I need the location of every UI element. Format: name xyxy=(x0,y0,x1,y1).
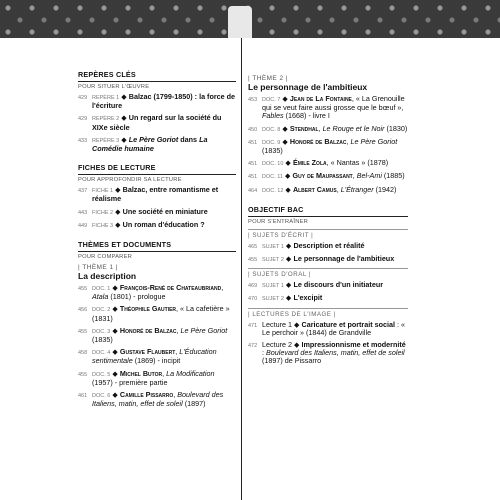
item-label: DOC. 3 xyxy=(92,328,111,335)
item-tail: (1942) xyxy=(373,184,397,194)
item-work: Boulevard des Italiens, matin, effet de soleil xyxy=(92,390,224,409)
page-number: 472 xyxy=(248,343,258,350)
item-tail: (1885) xyxy=(381,171,405,181)
page-number: 429 xyxy=(78,116,88,123)
page-number: 456 xyxy=(78,307,88,314)
toc-item[interactable]: 461 DOC. 6 ◆ Camille Pissarro, Boulevard des Italiens, matin, effet de soleil (1897) xyxy=(78,390,224,409)
item-author: Émile Zola xyxy=(292,158,327,168)
item-label: DOC. 9 xyxy=(262,139,281,146)
section-title-reperes: REPÈRES CLÉS xyxy=(78,70,236,82)
item-author: François-René de Chateaubriand xyxy=(119,283,222,293)
item-tail: (1801) - prologue xyxy=(108,292,166,302)
item-author: Gustave Flaubert xyxy=(119,347,176,357)
item-author: Albert Camus xyxy=(292,184,337,194)
page-number: 437 xyxy=(78,188,88,195)
header-banner xyxy=(0,0,500,38)
item-rest: , xyxy=(176,325,181,335)
item-author: Honoré de Balzac xyxy=(289,136,347,146)
section-sub-reperes: POUR SITUER L'ŒUVRE xyxy=(78,84,150,90)
item-work: Fables xyxy=(262,111,284,121)
item-rest: , xyxy=(173,390,178,400)
item-label: SUJET 1 xyxy=(262,283,284,290)
toc-item[interactable]: 437 FICHE 1 ◆ Balzac, entre romantisme et réalisme xyxy=(78,185,219,204)
page-number: 455 xyxy=(78,328,88,335)
item-title: Un regard sur la société du XIXe siècle xyxy=(92,113,222,132)
item-rest: , xyxy=(352,171,357,181)
toc-item[interactable]: 455 DOC. 1 ◆ François-René de Chateaubriand, Atala (1801) - prologue xyxy=(78,283,224,302)
item-label: DOC. 8 xyxy=(262,126,281,133)
item-rest: , xyxy=(162,368,167,378)
page-number: 451 xyxy=(248,174,258,181)
section-sub-bac: POUR S'ENTRAÎNER xyxy=(248,218,309,225)
item-title: Caricature et portrait social xyxy=(301,319,395,329)
item-author: Michel Butor xyxy=(119,368,163,378)
subhead-oral: | SUJETS D'ORAL | xyxy=(248,268,408,278)
item-label: DOC. 11 xyxy=(262,174,283,181)
book-emblem-icon xyxy=(228,6,252,38)
toc-item[interactable]: 449 FICHE 3 ◆ Un roman d'éducation ? xyxy=(78,219,205,229)
toc-item[interactable]: 443 FICHE 2 ◆ Une société en miniature xyxy=(78,206,208,216)
item-rest: : xyxy=(262,348,266,358)
item-author: Honoré de Balzac xyxy=(119,325,177,335)
section-title-themes: THÈMES ET DOCUMENTS xyxy=(78,240,236,252)
toc-item[interactable]: 453 DOC. 7 ◆ Jean de La Fontaine, « La Grenouille qui se veut faire aussi grosse que le bœuf », Fables (1668) - livre I xyxy=(248,94,405,121)
item-tail: (1835) xyxy=(92,335,113,345)
item-tail: (1668) - livre I xyxy=(283,111,330,121)
page-number: 443 xyxy=(78,209,88,216)
subhead-ecrit: | SUJETS D'ÉCRIT | xyxy=(248,229,408,239)
right-column xyxy=(248,75,408,370)
item-title: Un roman d'éducation ? xyxy=(122,219,205,229)
column-divider xyxy=(241,38,242,500)
toc-item[interactable]: 450 DOC. 8 ◆ Stendhal, Le Rouge et le Noir (1830) xyxy=(248,123,408,133)
item-title-join: dans xyxy=(178,134,200,144)
toc-item[interactable]: 455 DOC. 3 ◆ Honoré de Balzac, Le Père Goriot (1835) xyxy=(78,325,228,345)
item-title: Le discours d'un initiateur xyxy=(293,280,384,290)
item-rest: , xyxy=(346,136,351,146)
theme-name: La description xyxy=(78,271,137,282)
item-tail: (1897) de Pissarro xyxy=(262,356,322,366)
page-number: 455 xyxy=(78,286,88,293)
item-label: REPÈRE 1 xyxy=(92,95,120,101)
item-author: Camille Pissarro xyxy=(119,390,174,400)
page-number: 433 xyxy=(78,137,88,144)
item-label: DOC. 1 xyxy=(92,286,111,293)
item-label: Lecture 2 xyxy=(262,340,292,350)
item-work: Le Père Goriot xyxy=(350,136,398,146)
item-title: Impressionnisme et modernité xyxy=(301,340,406,350)
item-label: DOC. 2 xyxy=(92,307,111,314)
item-work: Le Père Goriot xyxy=(180,325,228,335)
theme-name: Le personnage de l'ambitieux xyxy=(248,82,368,92)
item-label: DOC. 5 xyxy=(92,371,111,378)
item-tail: (1830) xyxy=(384,123,408,133)
item-author: Guy de Maupassant xyxy=(292,171,353,181)
toc-item[interactable]: 451 DOC. 9 ◆ Honoré de Balzac, Le Père Goriot (1835) xyxy=(248,136,398,156)
item-author: Théophile Gautier xyxy=(119,304,177,314)
item-label: REPÈRE 3 xyxy=(92,137,120,144)
item-rest: , « Nantas » (1878) xyxy=(326,158,389,168)
item-label: SUJET 1 xyxy=(262,243,284,250)
page-number: 465 xyxy=(248,243,258,250)
item-title: Description et réalité xyxy=(293,240,365,250)
toc-item[interactable]: 429 REPÈRE 1 ◆ Balzac (1799-1850) : la force de l'écriture xyxy=(78,92,236,111)
item-work: L'Éducation sentimentale xyxy=(92,347,217,366)
page-number: 461 xyxy=(78,393,88,400)
item-tail: (1869) - incipit xyxy=(132,356,181,366)
item-title: Une société en miniature xyxy=(122,206,208,216)
toc-item[interactable]: 451 DOC. 10 ◆ Émile Zola, « Nantas » (1878) xyxy=(248,158,389,168)
toc-item[interactable]: 464 DOC. 12 ◆ Albert Camus, L'Étranger (1942) xyxy=(248,184,397,194)
item-label: FICHE 3 xyxy=(92,222,114,229)
item-tail: (1835) xyxy=(262,146,283,156)
theme-tag: | THÈME 2 | xyxy=(248,75,288,82)
page-number: 464 xyxy=(248,187,258,194)
item-title: Balzac (1799-1850) : la force de l'écriture xyxy=(92,92,236,111)
page-number: 469 xyxy=(248,283,258,290)
toc-item[interactable]: 458 DOC. 4 ◆ Gustave Flaubert, L'Éducation sentimentale (1869) - incipit xyxy=(78,347,217,366)
item-work: Bel-Ami xyxy=(356,171,382,181)
page-number: 455 xyxy=(248,257,258,264)
subhead-image: | LECTURES DE L'IMAGE | xyxy=(248,308,408,318)
item-work: Boulevard des Italiens, matin, effet de soleil xyxy=(266,348,405,358)
item-rest: , « La cafetière » (1831) xyxy=(92,304,230,323)
toc-item[interactable]: 470 SUJET 2 ◆ L'excipit xyxy=(248,293,323,303)
item-title-work: La Comédie humaine xyxy=(92,134,208,154)
item-work: Atala xyxy=(92,292,109,302)
page-number: 451 xyxy=(248,161,258,168)
item-rest: , xyxy=(221,283,224,293)
section-sub-fiches: POUR APPROFONDIR SA LECTURE xyxy=(78,177,182,184)
toc-item[interactable]: 465 SUJET 1 ◆ Description et réalité xyxy=(248,240,365,250)
toc-item[interactable]: 469 SUJET 1 ◆ Le discours d'un initiateur xyxy=(248,280,384,290)
item-rest: , xyxy=(336,184,341,194)
item-label: Lecture 1 xyxy=(262,319,292,329)
item-label: FICHE 2 xyxy=(92,209,114,216)
item-label: REPÈRE 2 xyxy=(92,116,120,123)
item-label: SUJET 2 xyxy=(262,296,284,303)
item-tail: (1957) - première partie xyxy=(92,377,168,387)
item-title: Le personnage de l'ambitieux xyxy=(293,254,395,264)
item-rest: , xyxy=(175,347,180,357)
item-title: Balzac, entre romantisme et réalisme xyxy=(92,185,219,204)
item-work: La Modification xyxy=(166,368,215,378)
item-rest: , xyxy=(318,123,323,133)
section-title-fiches: FICHES DE LECTURE xyxy=(78,163,236,175)
item-rest: : « Le perchoir » (1844) de Grandville xyxy=(262,319,405,337)
item-work: L'Étranger xyxy=(340,184,374,194)
section-sub-themes: POUR COMPARER xyxy=(78,254,133,261)
item-title: L'excipit xyxy=(293,293,323,303)
toc-item[interactable]: 455 DOC. 5 ◆ Michel Butor, La Modification (1957) - première partie xyxy=(78,368,215,387)
page-number: 455 xyxy=(78,371,88,378)
item-work: Le Rouge et le Noir xyxy=(322,123,385,133)
theme-tag: | THÈME 1 | xyxy=(78,264,118,272)
page-number: 470 xyxy=(248,296,258,303)
toc-item[interactable]: 471 Lecture 1 ◆ Caricature et portrait social : « Le perchoir » (1844) de Grandville xyxy=(248,319,405,337)
item-label: FICHE 1 xyxy=(92,188,114,195)
page-number: 429 xyxy=(78,95,88,101)
page-number: 458 xyxy=(78,350,88,357)
toc-item[interactable]: 451 DOC. 11 ◆ Guy de Maupassant, Bel-Ami (1885) xyxy=(248,171,405,181)
toc-item[interactable]: 472 Lecture 2 ◆ Impressionnisme et modernité : Boulevard des Italiens, matin, effet de soleil (1897) de Pissarro xyxy=(248,340,406,366)
item-label: DOC. 6 xyxy=(92,393,111,400)
item-title: Le Père Goriot xyxy=(128,134,179,144)
toc-item[interactable]: 429 REPÈRE 2 ◆ Un regard sur la société du XIXe siècle xyxy=(78,113,222,132)
left-column xyxy=(78,70,236,412)
item-label: DOC. 7 xyxy=(262,97,281,103)
page-number: 453 xyxy=(248,97,258,103)
item-label: DOC. 12 xyxy=(262,187,284,194)
item-label: SUJET 2 xyxy=(262,257,284,264)
page-number: 449 xyxy=(78,222,88,229)
item-label: DOC. 10 xyxy=(262,161,284,168)
page-number: 450 xyxy=(248,126,258,133)
item-rest: , « La Grenouille qui se veut faire aussi grosse que le bœuf », xyxy=(262,94,405,113)
item-label: DOC. 4 xyxy=(92,350,111,357)
toc-item[interactable]: 433 REPÈRE 3 ◆ Le Père Goriot dans La Comédie humaine xyxy=(78,134,208,154)
page-number: 471 xyxy=(248,322,258,329)
item-author: Jean de La Fontaine xyxy=(289,94,352,103)
toc-item[interactable]: 456 DOC. 2 ◆ Théophile Gautier, « La cafetière » (1831) xyxy=(78,304,230,323)
section-title-bac: OBJECTIF BAC xyxy=(248,205,408,217)
toc-item[interactable]: 455 SUJET 2 ◆ Le personnage de l'ambitieux xyxy=(248,254,395,264)
page-number: 451 xyxy=(248,139,258,146)
item-tail: (1897) xyxy=(182,399,206,409)
item-author: Stendhal xyxy=(289,123,319,133)
